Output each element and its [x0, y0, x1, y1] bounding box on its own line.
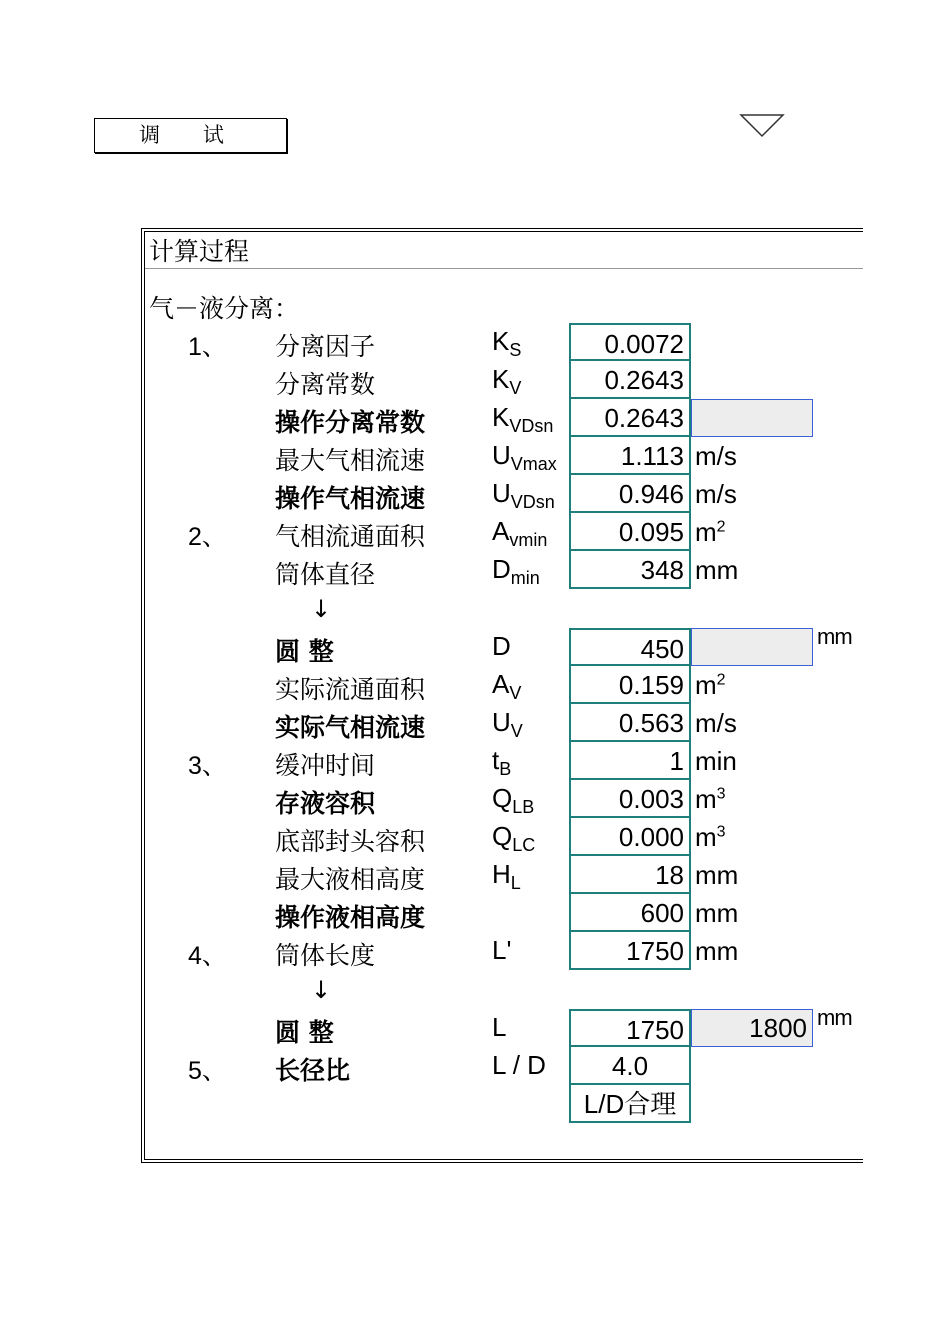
step-number: 4、	[188, 942, 227, 970]
row-symbol: L / D	[492, 1050, 546, 1080]
row-label: 实际流通面积	[275, 675, 426, 704]
row-actual-gas-velocity	[0, 704, 950, 742]
value-cell[interactable]: 0.2643	[569, 361, 691, 399]
verdict-cell[interactable]: L/D合理	[569, 1085, 691, 1123]
row-symbol: $K_S$	[492, 326, 522, 360]
row-symbol: $D_{min}$	[492, 554, 540, 588]
row-max-liquid-height	[0, 856, 950, 894]
row-round-diameter	[0, 624, 950, 666]
input-cell[interactable]	[691, 628, 813, 666]
row-label: 气相流通面积	[275, 522, 426, 551]
unit-label: m/s	[695, 708, 737, 738]
row-symbol: $t_B$	[492, 745, 512, 779]
step-number: 5、	[188, 1057, 227, 1085]
input-cell[interactable]: 1800	[691, 1009, 813, 1047]
value-cell[interactable]: 600	[569, 894, 691, 932]
clipped-unit-label: mm	[817, 624, 852, 649]
value-cell[interactable]: 18	[569, 856, 691, 894]
unit-label: $m^3$	[695, 784, 726, 814]
row-operating-liquid-height	[0, 894, 950, 932]
value-cell[interactable]: 1	[569, 742, 691, 780]
step-number: 1、	[188, 333, 227, 361]
unit-label: $m^2$	[695, 517, 726, 547]
row-symbol: $H_L$	[492, 859, 521, 893]
row-ratio-verdict	[0, 1085, 950, 1123]
row-length-diameter-ratio	[0, 1047, 950, 1085]
value-cell[interactable]: 0.003	[569, 780, 691, 818]
value-cell[interactable]: 0.095	[569, 513, 691, 551]
row-label: 底部封头容积	[275, 827, 426, 856]
unit-label: m/s	[695, 479, 737, 509]
row-label: 最大液相高度	[275, 865, 426, 894]
row-symbol: $A_V$	[492, 669, 522, 703]
unit-label: $m^3$	[695, 822, 726, 852]
value-cell[interactable]: 0.000	[569, 818, 691, 856]
row-shell-diameter	[0, 551, 950, 589]
value-cell[interactable]: 450	[569, 628, 691, 666]
down-arrow-icon: ↓	[311, 595, 332, 623]
value-cell[interactable]: 1750	[569, 932, 691, 970]
row-operating-gas-velocity	[0, 475, 950, 513]
title-divider	[145, 268, 863, 269]
row-label: 缓冲时间	[275, 751, 376, 780]
row-round-length	[0, 1005, 950, 1047]
row-symbol: L'	[492, 935, 512, 965]
row-label: 最大气相流速	[275, 446, 426, 475]
row-label: 圆 整	[275, 1018, 334, 1047]
unit-label: $m^2$	[695, 670, 726, 700]
row-symbol: L	[492, 1012, 507, 1042]
row-max-gas-velocity	[0, 437, 950, 475]
down-arrow-icon: ↓	[311, 976, 332, 1004]
unit-label: mm	[695, 555, 739, 585]
row-shell-length	[0, 932, 950, 970]
value-cell[interactable]: 0.0072	[569, 323, 691, 361]
row-separation-constant	[0, 361, 950, 399]
row-label: 分离因子	[275, 332, 376, 361]
row-symbol: $Q_{LB}$	[492, 783, 535, 817]
value-cell[interactable]: 0.2643	[569, 399, 691, 437]
row-label: 筒体长度	[275, 941, 376, 970]
row-label: 存液容积	[275, 789, 376, 818]
row-symbol: $A_{vmin}$	[492, 516, 548, 550]
row-symbol: $K_{VDsn}$	[492, 402, 554, 436]
row-label: 长径比	[275, 1056, 351, 1085]
section-heading: 气－液分离：	[149, 294, 300, 323]
row-label: 操作分离常数	[275, 408, 426, 437]
clipped-unit-label: mm	[817, 1005, 852, 1030]
row-liquid-volume	[0, 780, 950, 818]
row-label: 实际气相流速	[275, 713, 426, 742]
row-gas-flow-area	[0, 513, 950, 551]
value-cell[interactable]: 0.563	[569, 704, 691, 742]
unit-label: mm	[695, 860, 739, 890]
row-separation-factor	[0, 323, 950, 361]
panel-title: 计算过程	[149, 237, 250, 266]
unit-label: m/s	[695, 441, 737, 471]
debug-button[interactable]: 调 试	[94, 118, 287, 153]
row-bottom-head-volume	[0, 818, 950, 856]
row-symbol: $U_{Vmax}$	[492, 440, 557, 474]
row-symbol: $U_V$	[492, 707, 523, 741]
row-operating-separation-constant	[0, 399, 950, 437]
row-label: 分离常数	[275, 370, 376, 399]
row-label: 筒体直径	[275, 560, 376, 589]
value-cell[interactable]: 0.946	[569, 475, 691, 513]
step-number: 2、	[188, 523, 227, 551]
row-symbol: $U_{VDsn}$	[492, 478, 555, 512]
unit-label: min	[695, 746, 737, 776]
value-cell[interactable]: 348	[569, 551, 691, 589]
value-cell[interactable]: 1750	[569, 1009, 691, 1047]
input-cell[interactable]	[691, 399, 813, 437]
value-cell[interactable]: 4.0	[569, 1047, 691, 1085]
row-symbol: D	[492, 631, 511, 661]
row-label: 圆 整	[275, 637, 334, 666]
row-buffer-time	[0, 742, 950, 780]
unit-label: mm	[695, 898, 739, 928]
value-cell[interactable]: 0.159	[569, 666, 691, 704]
row-actual-flow-area	[0, 666, 950, 704]
dropdown-arrow-icon[interactable]	[740, 114, 784, 138]
row-label: 操作气相流速	[275, 484, 426, 513]
step-number: 3、	[188, 752, 227, 780]
unit-label: mm	[695, 936, 739, 966]
value-cell[interactable]: 1.113	[569, 437, 691, 475]
row-label: 操作液相高度	[275, 903, 426, 932]
row-symbol: $Q_{LC}$	[492, 821, 536, 855]
row-symbol: $K_V$	[492, 364, 522, 398]
